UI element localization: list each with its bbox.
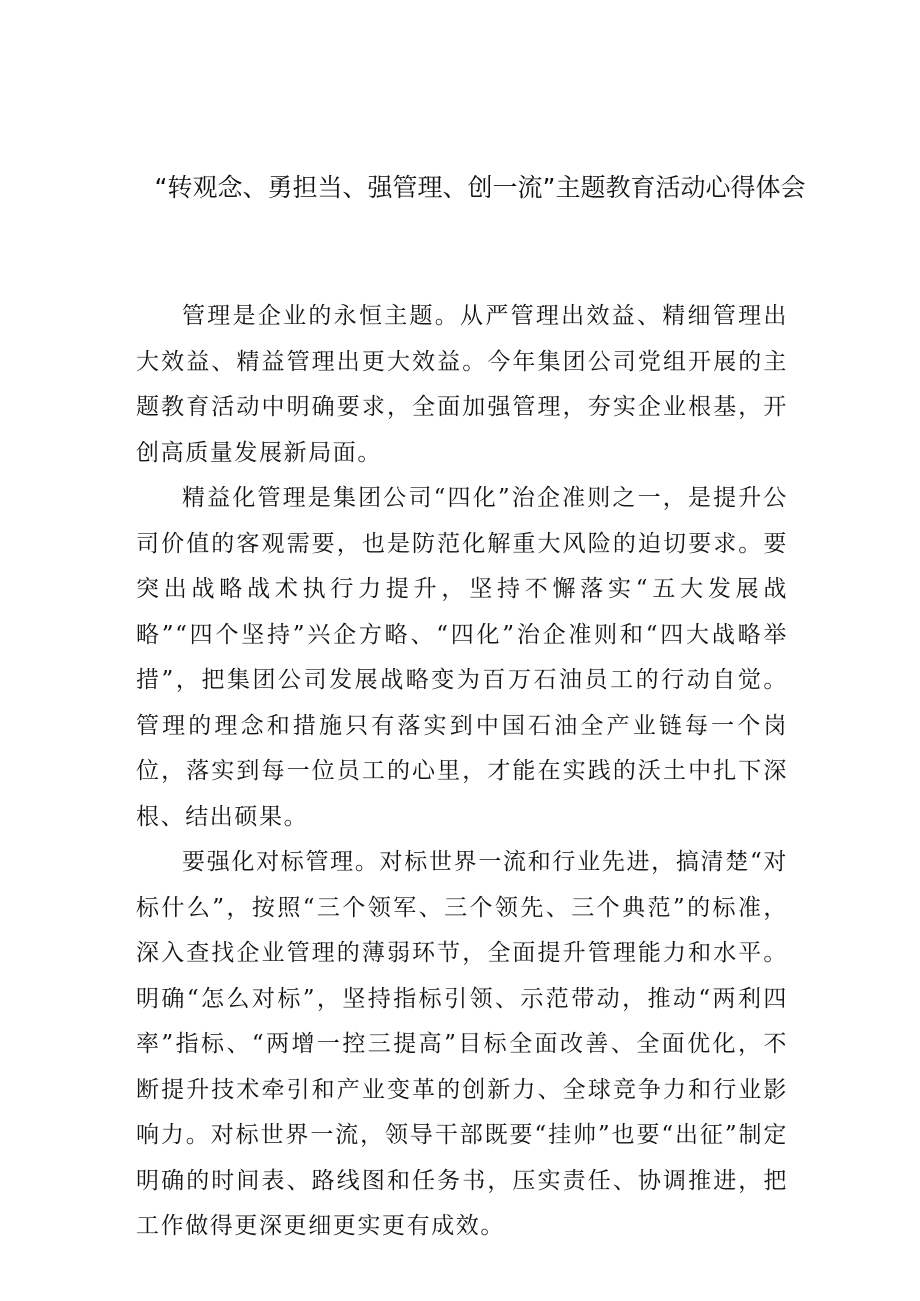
document-title: “转观念、勇担当、强管理、创一流”主题教育活动心得体会 bbox=[154, 173, 806, 202]
body-paragraph-1: 管理是企业的永恒主题。从严管理出效益、精细管理出大效益、精益管理出更大效益。今年集团公司党组开展的主题教育活动中明确要求，全面加强管理，夯实企业根基，开创高质量发展新局面。 bbox=[136, 303, 788, 466]
document-body bbox=[136, 294, 788, 1250]
body-paragraph-3: 要强化对标管理。对标世界一流和行业先进，搞清楚“对标什么”，按照“三个领军、三个领先、三个典范”的标准，深入查找企业管理的薄弱环节，全面提升管理能力和水平。明确“怎么对标”，坚持指标引领、示范带动，推动“两利四率”指标、“两增一控三提高”目标全面改善、全面优化，不断提升技术牵引和产业变革的创新力、全球竞争力和行业影响力。对标世界一流，领导干部既要“挂帅”也要“出征”制定明确的时间表、路线图和任务书，压实责任、协调推进，把工作做得更深更细更实更有成效。 bbox=[136, 849, 788, 1239]
body-paragraph-2: 精益化管理是集团公司“四化”治企准则之一，是提升公司价值的客观需要，也是防范化解重大风险的迫切要求。要突出战略战术执行力提升，坚持不懈落实“五大发展战略”“四个坚持”兴企方略、“四化”治企准则和“四大战略举措”，把集团公司发展战略变为百万石油员工的行动自觉。管理的理念和措施只有落实到中国石油全产业链每一个岗位，落实到每一位员工的心里，才能在实践的沃土中扎下深根、结出硕果。 bbox=[136, 485, 788, 830]
